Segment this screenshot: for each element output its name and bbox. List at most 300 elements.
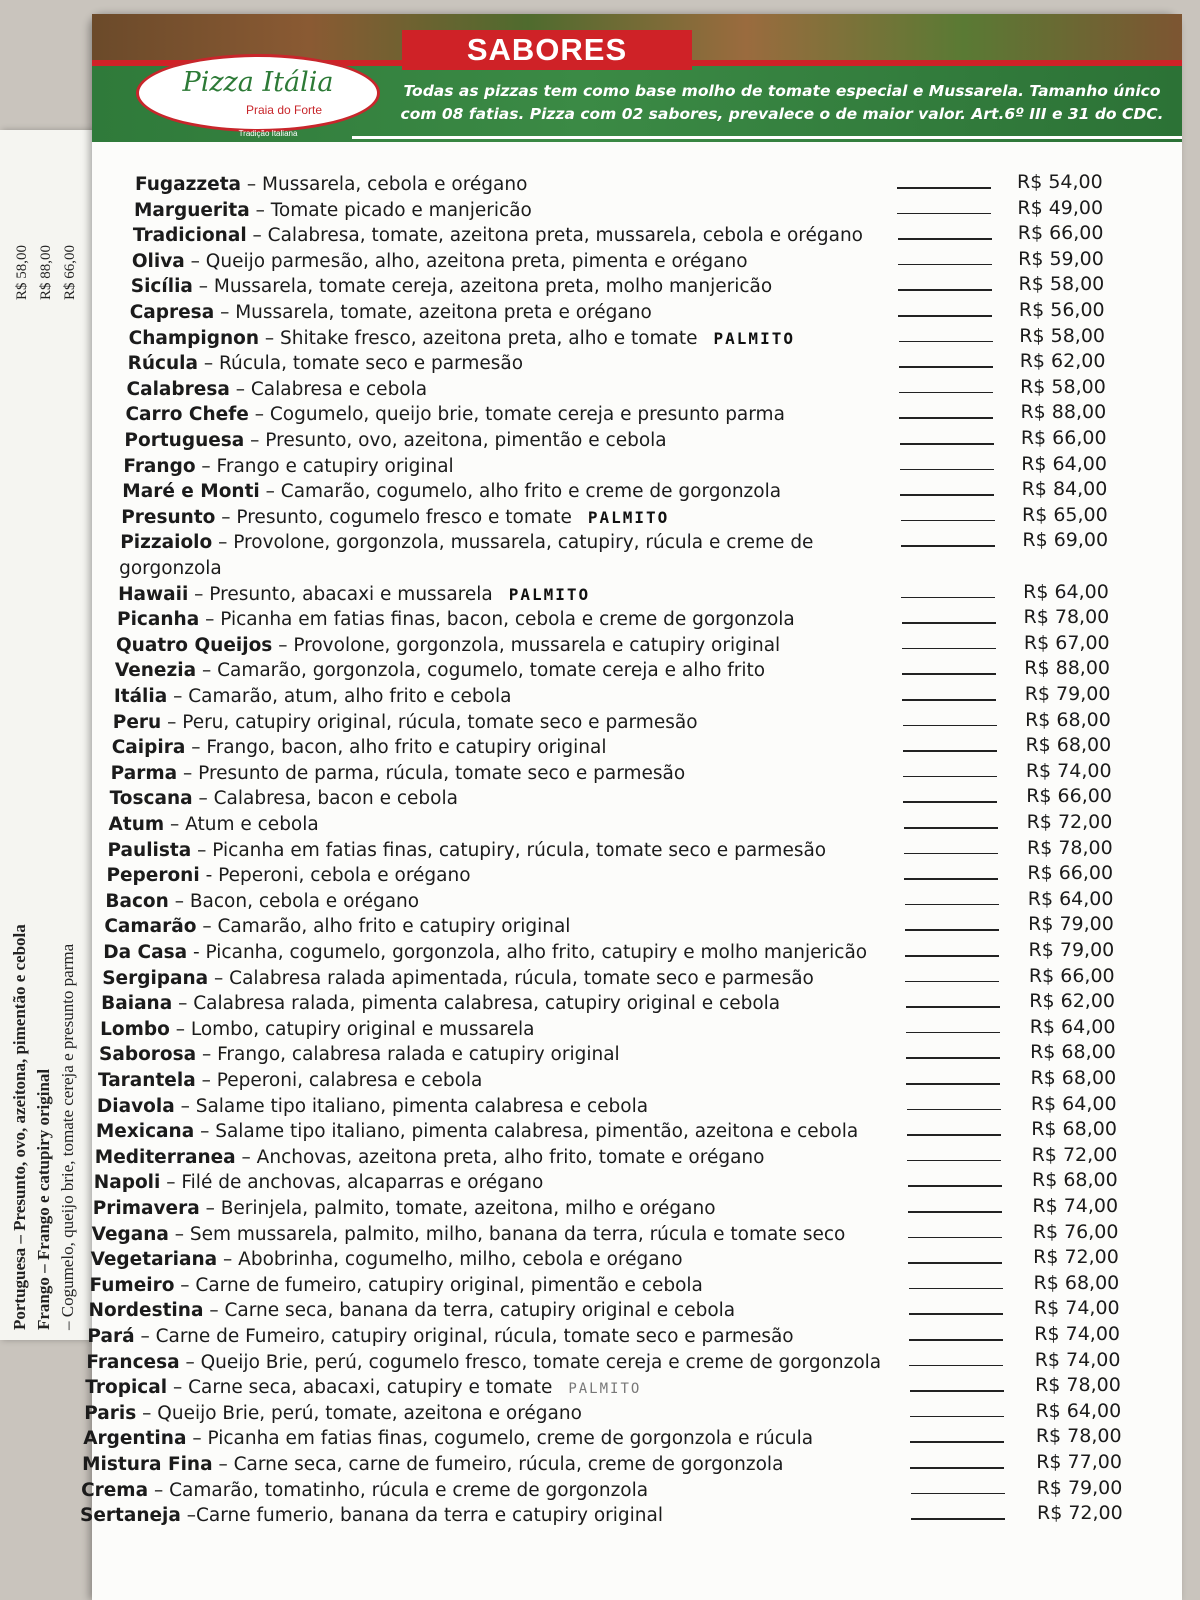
menu-item-description: – Provolone, gorgonzola, mussarela e catupiry original xyxy=(272,634,781,656)
menu-item-description: – Mussarela, tomate cereja, azeitona preta, molho manjericão xyxy=(192,276,773,298)
menu-item-price: R$ 59,00 xyxy=(1018,247,1104,270)
menu-item xyxy=(92,172,1182,197)
menu-item-text xyxy=(96,1119,858,1144)
menu-item-price: R$ 64,00 xyxy=(1023,580,1109,603)
menu-item-description: – Presunto de parma, rúcula, tomate seco e parmesão xyxy=(177,762,686,784)
menu-item-text xyxy=(123,454,453,479)
menu-item-description: – Picanha em fatias finas, bacon, cebola e creme de gorgonzola xyxy=(199,609,795,631)
menu-item-text xyxy=(98,1068,482,1093)
menu-item-price: R$ 62,00 xyxy=(1019,350,1106,373)
menu-item-price: R$ 74,00 xyxy=(1025,759,1112,782)
logo-tagline: Tradição Italiana xyxy=(238,129,298,138)
menu-item-price: R$ 78,00 xyxy=(1035,1425,1122,1448)
menu-item-name: Paulista xyxy=(107,839,192,861)
menu-item-price: R$ 67,00 xyxy=(1023,631,1110,654)
menu-item-description: – Camarão, cogumelo, alho frito e creme de gorgonzola xyxy=(259,481,782,503)
price-leader-line xyxy=(902,673,996,675)
menu-item-name: Frango xyxy=(123,455,196,477)
menu-item-description: – Carne de Fumeiro, catupiry original, rúcula, tomate seco e parmesão xyxy=(134,1326,794,1347)
menu-item xyxy=(80,1502,1182,1528)
menu-item-text xyxy=(124,428,666,453)
menu-item xyxy=(92,684,1182,709)
menu-item-name: Venezia xyxy=(114,660,197,682)
price-leader-line xyxy=(908,1237,1002,1239)
menu-item xyxy=(92,223,1182,248)
menu-item xyxy=(92,1170,1182,1195)
menu-item xyxy=(92,1094,1182,1119)
menu-item-text xyxy=(133,223,863,248)
price-leader-line xyxy=(911,1518,1005,1520)
menu-item-price: R$ 68,00 xyxy=(1033,1271,1120,1294)
menu-item-text xyxy=(86,1350,881,1375)
menu-item-description: – Filé de anchovas, alcaparras e orégano xyxy=(160,1172,544,1194)
menu-item-description: – Presunto, cogumelo fresco e tomate xyxy=(215,506,572,528)
menu-item-text xyxy=(129,326,795,351)
price-leader-line xyxy=(909,1339,1003,1341)
menu-item-text xyxy=(93,1196,716,1221)
price-leader-line xyxy=(905,981,999,983)
logo-name: Pizza Itália xyxy=(182,67,334,98)
menu-item xyxy=(92,198,1182,223)
menu-item-description: – Calabresa e cebola xyxy=(229,378,428,400)
menu-item-name: Bacon xyxy=(105,890,169,912)
price-leader-line xyxy=(908,1262,1002,1264)
menu-item xyxy=(92,249,1182,274)
menu-item-description: – Frango e catupiry original xyxy=(195,455,454,477)
menu-item xyxy=(92,658,1182,683)
menu-item-text xyxy=(114,684,512,709)
price-leader-line xyxy=(899,417,993,419)
menu-item-description: – Camarão, alho frito e catupiry original xyxy=(196,916,571,938)
menu-item-text xyxy=(128,351,523,376)
menu-item-price: R$ 54,00 xyxy=(1017,171,1103,193)
menu-item-description: – Calabresa, tomate, azeitona preta, mussarela, cebola e orégano xyxy=(246,225,863,247)
menu-item xyxy=(92,863,1182,888)
price-leader-line xyxy=(910,1467,1004,1469)
menu-item-name: Peperoni xyxy=(106,865,200,887)
menu-item-text xyxy=(104,914,570,939)
menu-item xyxy=(92,300,1182,325)
price-leader-line xyxy=(900,469,994,471)
menu-item-name: Nordestina xyxy=(88,1300,204,1322)
menu-item-price: R$ 66,00 xyxy=(1020,427,1107,449)
logo-subtitle: Praia do Forte xyxy=(245,103,323,117)
menu-item xyxy=(92,428,1182,453)
menu-item xyxy=(92,607,1182,632)
menu-description: Todas as pizzas tem como base molho de tomate especial e Mussarela. Tamanho único com 08 fatias. Pizza com 02 sabores, prevalece o de maior valor. Art.6º III e 31 do CDC. xyxy=(400,82,1164,123)
back-card-line: – Cogumelo, queijo brie, tomate cereja e presunto parma xyxy=(58,943,77,1330)
menu-item-description: – Camarão, gorgonzola, cogumelo, tomate cereja e alho frito xyxy=(196,660,766,682)
menu-item xyxy=(88,1297,1182,1323)
menu-item-price: R$ 74,00 xyxy=(1032,1195,1119,1217)
menu-item xyxy=(92,582,1182,607)
menu-item-text xyxy=(125,402,784,427)
menu-item-name: Rúcula xyxy=(127,353,198,375)
menu-item-price: R$ 72,00 xyxy=(1033,1246,1119,1269)
menu-item-text xyxy=(95,1145,765,1170)
back-card-price: R$ 88,00 xyxy=(38,244,54,300)
price-leader-line xyxy=(898,238,992,240)
menu-item-price: R$ 74,00 xyxy=(1033,1297,1120,1320)
menu-item-name: Oliva xyxy=(131,250,185,272)
menu-list xyxy=(80,171,1182,1592)
menu-item-text xyxy=(116,633,780,658)
menu-item-name: Peru xyxy=(112,711,162,733)
restaurant-logo xyxy=(136,54,380,132)
menu-item xyxy=(92,1222,1182,1247)
price-leader-line xyxy=(899,392,993,394)
handwritten-note: PALMITO xyxy=(568,1381,642,1398)
menu-item-text xyxy=(94,1170,544,1195)
menu-item-price: R$ 62,00 xyxy=(1029,990,1116,1013)
price-leader-line xyxy=(901,520,995,522)
menu-item-price: R$ 64,00 xyxy=(1030,1092,1117,1115)
menu-item-description: gorgonzola xyxy=(119,558,222,579)
price-leader-line xyxy=(897,213,991,215)
menu-item xyxy=(92,1119,1182,1144)
menu-item-text xyxy=(108,838,827,863)
menu-item-name: Da Casa xyxy=(103,942,188,963)
menu-item xyxy=(92,1196,1182,1221)
menu-item-name: Mediterranea xyxy=(94,1146,236,1168)
menu-item xyxy=(81,1476,1182,1503)
menu-item-price: R$ 72,00 xyxy=(1031,1143,1118,1166)
price-leader-line xyxy=(904,878,998,880)
price-leader-line xyxy=(910,1390,1004,1392)
menu-item-name: Maré e Monti xyxy=(122,481,260,503)
back-card-line: Portuguesa – Presunto, ovo, azeitona, pimentão e cebola xyxy=(10,924,29,1330)
menu-item-name: Sergipana xyxy=(102,967,209,989)
menu-item-text xyxy=(121,505,669,530)
menu-item-text xyxy=(100,1017,534,1042)
menu-item-text xyxy=(127,377,428,402)
menu-item-description: – Presunto, abacaxi e mussarela xyxy=(188,583,493,605)
menu-item-name: Tropical xyxy=(85,1377,168,1399)
menu-item-description: – Peru, catupiry original, rúcula, tomate seco e parmesão xyxy=(161,711,698,733)
menu-item-price: R$ 64,00 xyxy=(1021,452,1107,475)
menu-item-text xyxy=(110,786,458,811)
price-leader-line xyxy=(908,1211,1002,1213)
menu-item-name: Sicília xyxy=(130,276,193,298)
menu-item-text xyxy=(87,1324,793,1349)
menu-item xyxy=(92,1042,1182,1067)
menu-item-text xyxy=(112,735,607,760)
menu-item-text xyxy=(130,300,652,325)
menu-item-price: R$ 77,00 xyxy=(1036,1451,1122,1473)
menu-item xyxy=(86,1348,1182,1375)
menu-item-description: – Queijo Brie, perú, tomate, azeitona e orégano xyxy=(136,1402,582,1424)
menu-item-text xyxy=(84,1401,582,1426)
menu-item-description: – Frango, bacon, alho frito e catupiry original xyxy=(185,737,607,759)
menu-item-name: Capresa xyxy=(129,302,215,323)
menu-item-description: - Peperoni, cebola e orégano xyxy=(199,865,471,887)
menu-item-price: R$ 72,00 xyxy=(1026,811,1113,833)
menu-item xyxy=(92,454,1182,479)
menu-item-text xyxy=(91,1247,683,1272)
menu-sheet xyxy=(80,14,1182,1600)
menu-item-text xyxy=(81,1478,648,1503)
menu-item xyxy=(92,530,1182,555)
menu-item-text xyxy=(82,1452,783,1477)
menu-item-text xyxy=(103,940,867,965)
menu-item-price: R$ 78,00 xyxy=(1035,1374,1121,1397)
page-title: SABORES xyxy=(466,32,628,67)
menu-item-description: – Carne de fumeiro, catupiry original, pimentão e cebola xyxy=(174,1274,703,1296)
menu-item-description: – Carne seca, carne de fumeiro, rúcula, creme de gorgonzola xyxy=(212,1454,784,1475)
menu-item-description: – Camarão, atum, alho frito e cebola xyxy=(167,686,512,707)
menu-item-text xyxy=(85,1375,641,1402)
price-leader-line xyxy=(904,827,998,829)
price-leader-line xyxy=(901,545,995,547)
menu-item-name: Argentina xyxy=(83,1428,187,1450)
menu-item-name: Marguerita xyxy=(133,199,250,221)
menu-item-description: – Rúcula, tomate seco e parmesão xyxy=(197,353,524,375)
menu-item-description: – Picanha em fatias finas, cogumelo, creme de gorgonzola e rúcula xyxy=(186,1428,814,1450)
menu-item-text xyxy=(115,658,765,683)
menu-item-price: R$ 68,00 xyxy=(1030,1041,1116,1064)
menu-item-text xyxy=(117,607,795,632)
menu-item-description: – Calabresa ralada, pimenta calabresa, catupiry original e cebola xyxy=(172,993,781,1015)
menu-item xyxy=(92,556,1182,581)
menu-item-name: Parma xyxy=(110,762,178,784)
price-leader-line xyxy=(905,904,999,906)
handwritten-note: PALMITO xyxy=(508,584,591,604)
menu-item-price: R$ 78,00 xyxy=(1027,836,1113,859)
menu-item-price: R$ 68,00 xyxy=(1025,708,1111,731)
menu-item-price: R$ 72,00 xyxy=(1037,1502,1123,1525)
menu-item-price: R$ 76,00 xyxy=(1032,1220,1119,1243)
menu-item xyxy=(92,838,1182,863)
price-leader-line xyxy=(909,1313,1003,1315)
back-card-price: R$ 58,00 xyxy=(14,244,30,300)
menu-item-price: R$ 58,00 xyxy=(1019,324,1106,347)
price-leader-line xyxy=(910,1416,1004,1418)
menu-item-description: – Lombo, catupiry original e mussarela xyxy=(169,1018,535,1040)
price-leader-line xyxy=(905,955,999,957)
menu-item-name: Hawaii xyxy=(118,583,189,605)
menu-item-description: – Salame tipo italiano, pimenta calabresa, pimentão, azeitona e cebola xyxy=(194,1121,859,1143)
menu-item-price: R$ 58,00 xyxy=(1018,273,1105,296)
menu-item-description: – Peperoni, calabresa e cebola xyxy=(195,1070,483,1091)
menu-item-text xyxy=(113,710,698,735)
menu-item-price: R$ 68,00 xyxy=(1032,1169,1118,1192)
price-leader-line xyxy=(903,801,997,803)
menu-item-description: – Camarão, tomatinho, rúcula e creme de gorgonzola xyxy=(148,1479,649,1501)
menu-item xyxy=(92,633,1182,658)
menu-item-name: Picanha xyxy=(117,609,200,631)
menu-item xyxy=(92,326,1182,351)
menu-item-text xyxy=(122,479,781,504)
price-leader-line xyxy=(907,1160,1001,1162)
menu-item-description: – Mussarela, cebola e orégano xyxy=(241,174,528,195)
price-leader-line xyxy=(909,1365,1003,1367)
menu-item xyxy=(84,1399,1182,1426)
price-leader-line xyxy=(898,315,992,317)
menu-item xyxy=(87,1323,1182,1349)
price-leader-line xyxy=(897,187,991,189)
menu-item-name: Pará xyxy=(87,1326,135,1347)
menu-item-text xyxy=(80,1503,663,1528)
price-leader-line xyxy=(906,1006,1000,1008)
menu-item-text xyxy=(118,582,590,607)
menu-item-text xyxy=(83,1426,813,1451)
menu-item xyxy=(92,735,1182,760)
menu-header xyxy=(92,14,1182,142)
menu-item-name: Tarantela xyxy=(97,1070,196,1091)
menu-item-price: R$ 79,00 xyxy=(1028,913,1114,936)
menu-item-price: R$ 74,00 xyxy=(1034,1348,1121,1371)
menu-item-name: Portuguesa xyxy=(124,430,245,451)
menu-item-description: – Abobrinha, cogumelho, milho, cebola e orégano xyxy=(217,1249,683,1271)
price-leader-line xyxy=(903,776,997,778)
menu-item-name: Camarão xyxy=(104,916,197,938)
menu-item-text xyxy=(92,1222,846,1247)
menu-item-text xyxy=(131,274,772,299)
menu-item-price: R$ 56,00 xyxy=(1018,299,1105,321)
menu-item-price: R$ 74,00 xyxy=(1034,1323,1121,1345)
menu-item-name: Fumeiro xyxy=(89,1274,175,1296)
menu-item xyxy=(89,1271,1182,1298)
menu-item-name: Francesa xyxy=(86,1351,180,1373)
menu-item xyxy=(82,1451,1182,1477)
menu-item-name: Itália xyxy=(113,686,168,707)
menu-item-name: Carro Chefe xyxy=(125,404,249,426)
menu-item-price: R$ 64,00 xyxy=(1035,1399,1122,1422)
menu-item-text xyxy=(99,1042,620,1067)
menu-item-name: Caipira xyxy=(111,737,186,759)
menu-item-price: R$ 49,00 xyxy=(1017,196,1104,219)
menu-item-description: – Cogumelo, queijo brie, tomate cereja e presunto parma xyxy=(248,404,785,426)
menu-item-text xyxy=(97,1094,648,1119)
menu-item-description: – Calabresa, bacon e cebola xyxy=(192,788,458,810)
menu-item xyxy=(92,889,1182,914)
menu-item-price: R$ 84,00 xyxy=(1021,478,1108,501)
menu-item-text xyxy=(101,991,780,1016)
menu-item-price: R$ 65,00 xyxy=(1022,503,1108,526)
menu-item-name: Vegetariana xyxy=(90,1249,218,1271)
menu-item-name: Fugazzeta xyxy=(135,174,242,195)
menu-item-name: Crema xyxy=(81,1479,149,1501)
menu-item-description: – Calabresa ralada apimentada, rúcula, tomate seco e parmesão xyxy=(208,967,814,989)
menu-item xyxy=(83,1425,1182,1451)
menu-item-name: Mexicana xyxy=(95,1121,195,1143)
menu-item-description: – Presunto, ovo, azeitona, pimentão e cebola xyxy=(244,430,667,451)
menu-item xyxy=(92,1068,1182,1093)
menu-item-price: R$ 79,00 xyxy=(1036,1476,1123,1499)
menu-item-description: – Shitake fresco, azeitona preta, alho e tomate xyxy=(259,327,698,349)
menu-item-price: R$ 78,00 xyxy=(1023,606,1110,629)
menu-item-description: – Tomate picado e manjericão xyxy=(249,199,532,221)
menu-item-name: Diavola xyxy=(96,1095,175,1117)
price-leader-line xyxy=(911,1493,1005,1495)
menu-item-text xyxy=(135,172,527,197)
price-leader-line xyxy=(898,289,992,291)
menu-item-price: R$ 66,00 xyxy=(1028,964,1115,987)
menu-item-text xyxy=(90,1273,703,1298)
menu-item-description: – Mussarela, tomate, azeitona preta e orégano xyxy=(214,302,652,323)
menu-item-description: – Berinjela, palmito, tomate, azeitona, milho e orégano xyxy=(199,1198,716,1219)
menu-item-name: Calabresa xyxy=(126,378,230,400)
menu-item-text xyxy=(102,966,814,991)
menu-item-price: R$ 66,00 xyxy=(1027,862,1114,885)
menu-item xyxy=(92,991,1182,1016)
menu-item-text xyxy=(111,761,686,786)
price-leader-line xyxy=(899,366,993,368)
price-leader-line xyxy=(899,341,993,343)
handwritten-note: PALMITO xyxy=(713,328,795,348)
price-leader-line xyxy=(906,1083,1000,1085)
menu-item-text xyxy=(106,863,470,888)
menu-item-name: Pizzaiolo xyxy=(120,532,213,554)
menu-item-text xyxy=(119,556,222,581)
menu-item-name: Presunto xyxy=(121,506,216,528)
menu-item-name: Napoli xyxy=(93,1172,161,1194)
menu-item xyxy=(92,812,1182,837)
back-card-line: Frango – Frango e catupiry original xyxy=(34,1068,53,1330)
menu-item-name: Paris xyxy=(84,1402,137,1424)
menu-item-price: R$ 79,00 xyxy=(1028,939,1115,961)
header-divider xyxy=(352,136,1182,139)
menu-item-text xyxy=(109,812,319,837)
menu-item xyxy=(92,966,1182,991)
menu-item-name: Sertaneja xyxy=(80,1505,181,1527)
menu-item-description: – Carne seca, banana da terra, catupiry original e cebola xyxy=(203,1300,736,1322)
menu-item-price: R$ 64,00 xyxy=(1027,887,1114,910)
menu-item-name: Atum xyxy=(108,814,165,835)
menu-item-name: Toscana xyxy=(109,788,193,810)
menu-item-text xyxy=(105,889,419,914)
menu-item-name: Tradicional xyxy=(132,225,247,247)
menu-item-name: Baiana xyxy=(101,993,173,1015)
price-leader-line xyxy=(906,1032,1000,1034)
price-leader-line xyxy=(907,1134,1001,1136)
menu-item-price: R$ 66,00 xyxy=(1017,222,1104,245)
menu-item xyxy=(92,940,1182,965)
menu-item-description: –Carne fumerio, banana da terra e catupiry original xyxy=(180,1505,663,1527)
menu-item-description: – Queijo Brie, perú, cogumelo fresco, tomate cereja e creme de gorgonzola xyxy=(179,1351,882,1373)
menu-item-price: R$ 88,00 xyxy=(1020,401,1107,424)
menu-item-description: - Picanha, cogumelo, gorgonzola, alho frito, catupiry e molho manjericão xyxy=(187,942,868,963)
menu-item-description: – Bacon, cebola e orégano xyxy=(168,890,420,912)
menu-item-text xyxy=(120,530,813,555)
menu-item-description: – Sem mussarela, palmito, milho, banana da terra, rúcula e tomate seco xyxy=(168,1223,846,1245)
menu-item xyxy=(85,1374,1182,1400)
menu-item-text xyxy=(88,1298,735,1323)
menu-item xyxy=(92,761,1182,786)
menu-item-description: – Atum e cebola xyxy=(164,814,319,835)
menu-item xyxy=(92,377,1182,402)
menu-item xyxy=(92,1017,1182,1042)
menu-item-price: R$ 58,00 xyxy=(1020,375,1106,398)
price-leader-line xyxy=(901,597,995,599)
menu-item-price: R$ 68,00 xyxy=(1030,1067,1117,1089)
menu-item-price: R$ 69,00 xyxy=(1022,529,1109,552)
menu-item xyxy=(92,1247,1182,1272)
menu-item xyxy=(92,402,1182,427)
menu-item-price: R$ 66,00 xyxy=(1026,785,1112,808)
menu-item-description: – Queijo parmesão, alho, azeitona preta, pimenta e orégano xyxy=(184,250,748,272)
menu-item xyxy=(92,710,1182,735)
menu-item xyxy=(92,786,1182,811)
price-leader-line xyxy=(907,1109,1001,1111)
menu-item-description: – Salame tipo italiano, pimenta calabresa e cebola xyxy=(174,1095,649,1117)
menu-item-description: – Picanha em fatias finas, catupiry, rúcula, tomate seco e parmesão xyxy=(191,839,827,861)
price-leader-line xyxy=(900,494,994,496)
price-leader-line xyxy=(905,929,999,931)
menu-item-text xyxy=(134,198,532,223)
price-leader-line xyxy=(902,648,996,650)
menu-item xyxy=(92,479,1182,504)
